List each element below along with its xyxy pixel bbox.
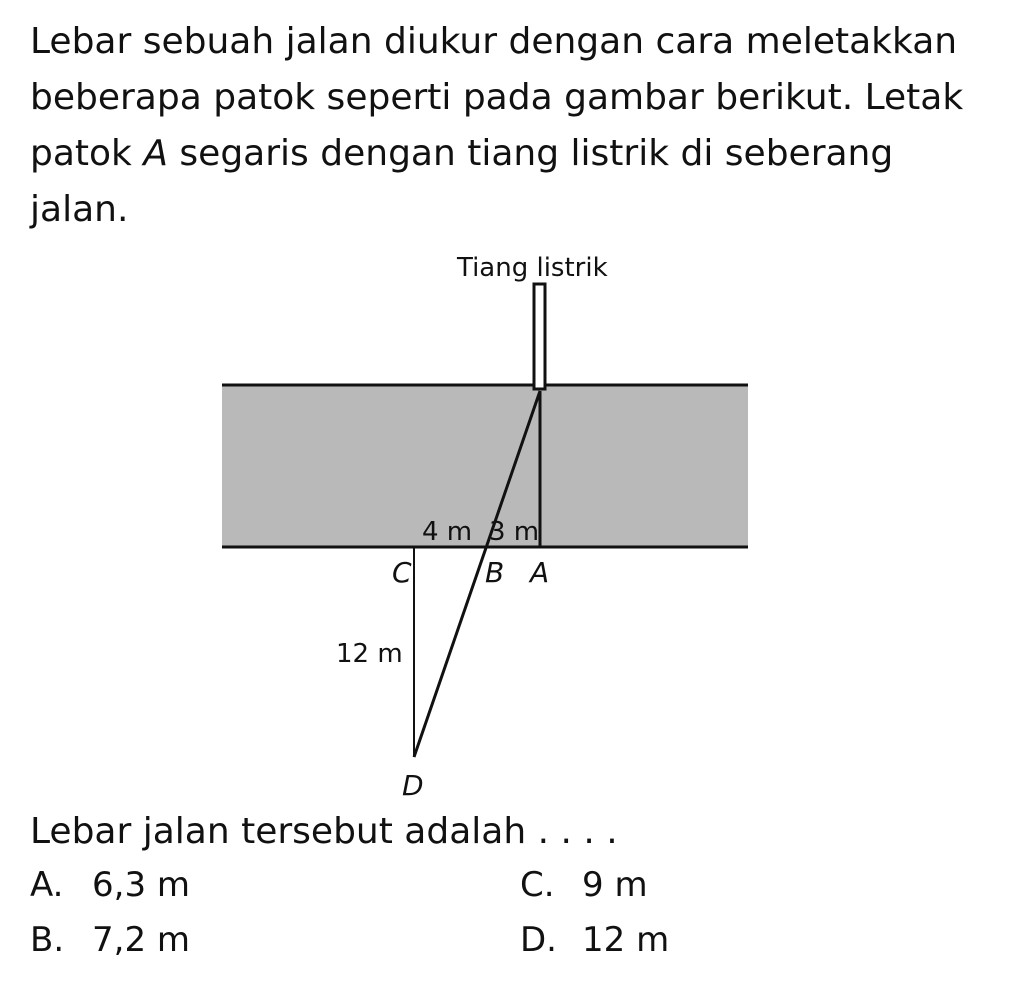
option-a[interactable]: [30, 860, 190, 910]
option-b[interactable]: [30, 915, 190, 965]
option-value: 12 m: [582, 920, 670, 960]
road: [222, 385, 748, 547]
option-letter: A.: [30, 865, 64, 905]
option-d[interactable]: [520, 915, 669, 965]
point-c-label: C: [392, 556, 412, 589]
option-letter: C.: [520, 865, 555, 905]
label-3m: 3 m: [489, 517, 540, 547]
point-d-label: D: [402, 769, 424, 802]
option-value: 9 m: [582, 865, 648, 905]
option-value: 7,2 m: [92, 920, 190, 960]
question-part-2: segaris dengan tiang listrik di seberang jalan.: [30, 133, 894, 230]
option-c[interactable]: [520, 860, 648, 910]
pole-label: Tiang listrik: [457, 253, 608, 283]
point-b-label: B: [485, 556, 505, 589]
question-prompt: Lebar jalan tersebut adalah . . . .: [30, 811, 618, 852]
point-a-label: A: [530, 556, 550, 589]
option-letter: B.: [30, 920, 65, 960]
label-4m: 4 m: [422, 517, 473, 547]
question-part-1: Lebar sebuah jalan diukur dengan cara meletakkan beberapa patok seperti pada gambar berikut. Letak patok: [30, 21, 964, 174]
option-letter: D.: [520, 920, 557, 960]
option-value: 6,3 m: [92, 865, 190, 905]
question-point-a: A: [143, 133, 168, 174]
label-12m: 12 m: [336, 639, 403, 669]
electric-pole: [534, 284, 545, 389]
